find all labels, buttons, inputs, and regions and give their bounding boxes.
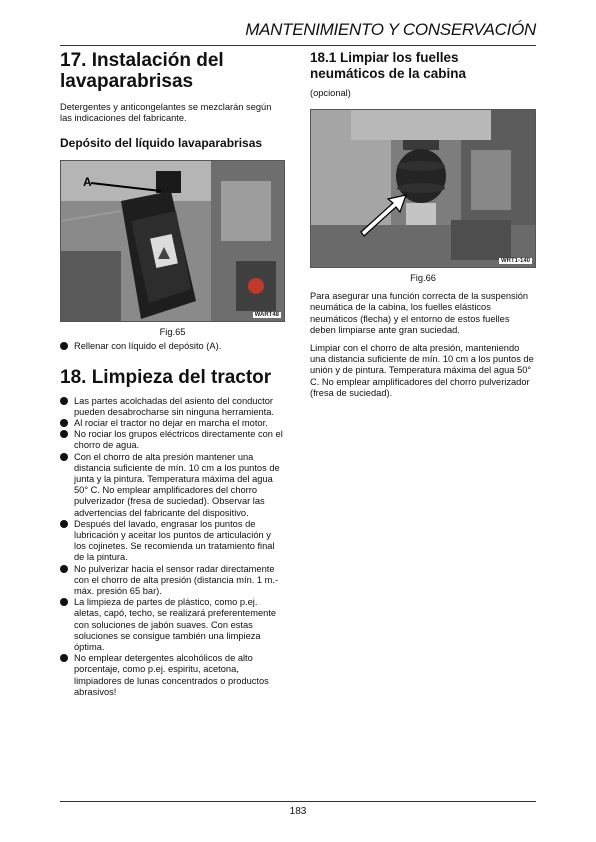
washer-reservoir-photo [60,160,285,322]
cab-air-bellows-photo [310,109,536,268]
list-item: Después del lavado, engrasar los puntos de lubricación y aceitar los puntos de articulación y los cojinetes. Se recomienda un tratamiento final de la pintura. [60,519,285,564]
list-item: No rociar los grupos eléctricos directamente con el chorro de agua. [60,429,285,451]
list-item: Rellenar con líquido el depósito (A). [60,341,285,352]
bullet-icon [60,453,68,461]
section-18-list [60,396,285,698]
section-17-list [60,341,285,352]
page-number: 183 [289,806,307,817]
bullet-icon [60,397,68,405]
section-17-subtitle: Depósito del líquido lavaparabrisas [60,136,263,151]
section-18-1-paragraph-2: Limpiar con el chorro de alta presión, manteniendo una distancia suficiente de mín. 10 cm a los puntos de unión y de pintura. Temperatura máxima del agua 50° C. No emplear amplificadores del chorro pulverizador (fresa de suciedad). [310,343,534,398]
running-header-title: MANTENIMIENTO Y CONSERVACIÓN [245,20,536,39]
figure-tag: WART48 [254,312,279,319]
section-18-1-title: 18.1 Limpiar los fuelles neumáticos de la cabina [310,50,467,81]
figure-caption: Fig.66 [410,273,436,284]
bullet-icon [60,654,68,662]
footer-rule [60,801,536,802]
list-item: Las partes acolchadas del asiento del conductor pueden desabrocharse sin ninguna herramienta. [60,396,285,418]
list-item: Con el chorro de alta presión mantener una distancia suficiente de mín. 10 cm a los puntos de junta y la pintura. Temperatura máxima del agua 50° C. No emplear amplificadores del chorro pulverizador (fresa de suciedad). Observar las advertencias del fabricante del dispositivo. [60,452,285,519]
section-18-1-paragraph-1: Para asegurar una función correcta de la suspensión neumática de la cabina, los fuelles elásticos neumáticos (flecha) y el entorno de estos fuelles deben limpiarse ante gran suciedad. [310,291,529,335]
optional-note: (opcional) [310,88,351,98]
figure-caption: Fig.65 [159,327,186,338]
section-17-title: 17. Instalación del lavaparabrisas [60,50,224,92]
left-column [60,50,285,698]
bullet-icon [60,598,68,606]
list-item: Al rociar el tractor no dejar en marcha el motor. [60,418,285,429]
bullet-icon [60,342,68,350]
bullet-icon [60,430,68,438]
bullet-icon [60,520,68,528]
cab-air-bellows-illustration [311,110,535,267]
header-rule [60,45,536,46]
figure-tag: WRT1-140 [500,258,530,265]
list-item: La limpieza de partes de plástico, como p.ej. aletas, capó, techo, se realizará preferentemente con soluciones de jabón suaves. Con estas soluciones se consigue también una limpieza óptima. [60,597,285,653]
bullet-icon [60,565,68,573]
right-column [310,50,536,399]
section-18-title: 18. Limpieza del tractor [60,366,272,388]
list-item: No pulverizar hacia el sensor radar directamente con el chorro de alta presión (distancia mín. 1 m.- máx. presión 65 bar). [60,564,285,598]
section-17-intro: Detergentes y anticongelantes se mezclarán según las indicaciones del fabricante. [60,102,272,124]
bullet-icon [60,419,68,427]
figure-label-a: A [83,175,92,190]
washer-reservoir-illustration [61,161,284,321]
list-item: No emplear detergentes alcohólicos de alto porcentaje, como p.ej. espiritu, acetona, limpiadores de lunas concentrados o productos abrasivos! [60,653,285,698]
